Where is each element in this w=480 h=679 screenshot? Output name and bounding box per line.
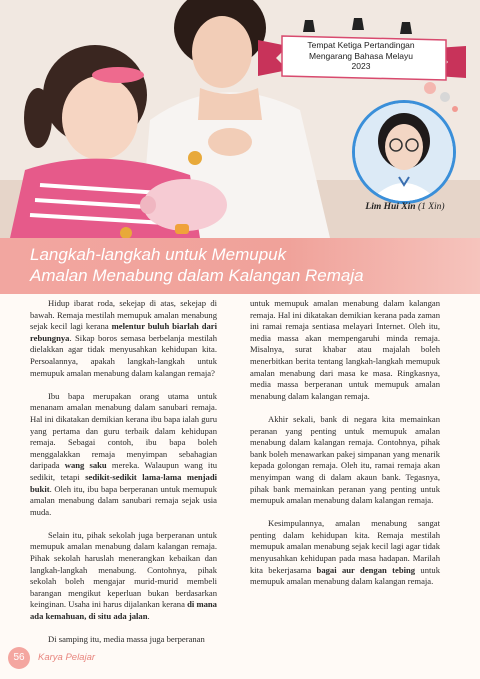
- author-portrait: [352, 100, 456, 204]
- proverb-bold: bagai aur dengan tebing: [316, 564, 416, 575]
- page-number: 56: [8, 647, 30, 669]
- right-column: [250, 298, 440, 599]
- proverb-bold: melentur buluh biarlah dari rebungnya: [30, 321, 217, 343]
- footer-label: Karya Pelajar: [38, 652, 96, 663]
- award-line-1: Tempat Ketiga Pertandingan: [307, 40, 415, 50]
- paragraph-text: untuk memupuk amalan menabung dalam kalangan remaja.: [250, 564, 440, 587]
- paragraph: [30, 634, 217, 646]
- title-line-2: Amalan Menabung dalam Kalangan Remaja: [30, 266, 364, 285]
- paragraph-text: Kesimpulannya, amalan menabung sangat penting dalam kehidupan kita. Remaja mestilah memupuk amalan menabung sejak kecil lagi agar tidak menyusahkan kehidupan pada masa hadapan. Marilah kita bekerjasama: [250, 518, 440, 575]
- ink-bottle-icons: [302, 14, 422, 36]
- article-title: [30, 244, 364, 286]
- paragraph-text: .: [147, 611, 150, 622]
- student-photo: [355, 103, 453, 201]
- award-text: [296, 40, 426, 72]
- paragraph: [250, 298, 440, 402]
- paragraph: [30, 298, 217, 379]
- award-line-3: 2023: [351, 61, 371, 71]
- left-column: [30, 298, 217, 657]
- paragraph: [30, 391, 217, 519]
- paragraph-text: untuk memupuk amalan menabung dalam kalangan remaja. Hal ini dikatakan demikian kerana pada zaman ini ramai remaja sentiasa melayari Internet. Oleh itu, media massa akan mempengaruhi minda remaja. Misalnya, surat khabar atau majalah boleh menerbitkan berita tentang langkah-langkah memupuk amalan menabung dari masa ke masa. Ringkasnya, media massa berperanan untuk memupuk amalan menabung dalam kalangan remaja.: [250, 298, 440, 401]
- author-name: Lim Hui Xin: [365, 202, 416, 212]
- paragraph-text: . Sikap boros semasa berbelanja mestilah dielakkan agar tidak menyusahkan kehidupan kita. Persoalannya, apakah langkah-langkah untuk memupuk amalan menabung dalam kalangan remaja?: [30, 332, 217, 378]
- author-class: (1 Xin): [417, 202, 445, 212]
- paragraph-text: . Oleh itu, ibu bapa berperanan untuk memupuk amalan menabung dalam sanubari remaja sejak usia muda.: [30, 483, 217, 517]
- author-caption: [330, 202, 480, 212]
- proverb-bold: sedikit-sedikit lama-lama menjadi bukit: [30, 471, 218, 494]
- paragraph-text: mereka. Walaupun wang itu sedikit, tetapi: [30, 460, 217, 482]
- paragraph-text: Akhir sekali, bank di negara kita memainkan peranan yang penting untuk memupuk amalan menabung dalam kalangan remaja. Contohnya, pihak bank boleh menawarkan pakej simpanan yang menarik kepada golongan remaja. Oleh itu, ramai remaja akan menyimpan wang di dalam akaun bank. Tegasnya, pihak bank memainkan peranan yang penting untuk memupuk amalan menabung dalam kalangan remaja.: [250, 413, 440, 506]
- proverb-bold: di mana ada kemahuan, di situ ada jalan: [30, 599, 217, 622]
- award-line-2: Mengarang Bahasa Melayu: [309, 50, 413, 61]
- paragraph: [30, 530, 217, 623]
- paragraph: [250, 414, 440, 507]
- proverb-bold: wang saku: [64, 460, 107, 471]
- paragraph-text: Di samping itu, media massa juga berperanan: [48, 634, 205, 645]
- paragraph-text: Selain itu, pihak sekolah juga berperanan untuk memupuk amalan menabung dalam kalangan remaja. Pihak sekolah haruslah menerangkan kebaikan dan langkah-langkah menabung. Contohnya, pihak sekolah boleh mengajar murid-murid membeli barangan mengikut keperluan bukan berdasarkan keinginan. Usaha ini harus dijalankan kerana: [30, 529, 217, 610]
- paragraph-text: Hidup ibarat roda, sekejap di atas, sekejap di bawah. Remaja mestilah memupuk amalan menabung sejak kecil lagi kerana: [30, 298, 217, 332]
- paragraph: [250, 518, 440, 588]
- title-line-1: Langkah-langkah untuk Memupuk: [30, 245, 287, 264]
- paragraph-text: Ibu bapa merupakan orang utama untuk menanam amalan menabung dalam sanubari remaja. Hal ini dikatakan demikian kerana ibu bapa ialah guru yang pertama dan guru terbaik dalam kehidupan remaja. Sebagai contoh, ibu bapa boleh menggalakkan remaja menyimpan sebahagian daripada: [30, 390, 217, 471]
